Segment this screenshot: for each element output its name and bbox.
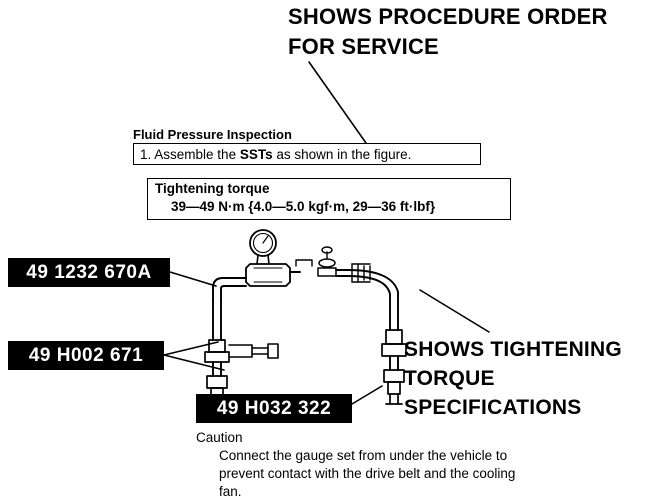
tightening-torque-label: Tightening torque — [155, 181, 270, 196]
section-title-fluid-pressure-inspection: Fluid Pressure Inspection — [133, 127, 292, 142]
caution-text: Connect the gauge set from under the vehicle to prevent contact with the drive belt and the cooling fan. — [219, 448, 516, 499]
tightening-torque-value: 39—49 N·m {4.0—5.0 kgf·m, 29—36 ft·lbf} — [171, 199, 436, 214]
procedure-step-text — [140, 147, 411, 162]
sst-tag-49-h002-671: 49 H002 671 — [8, 341, 164, 370]
callout-tightening-torque: SHOWS TIGHTENING TORQUE SPECIFICATIONS — [404, 338, 622, 419]
sst-tag-49-h032-322: 49 H032 322 — [196, 394, 352, 423]
sst-tag-49-1232-670a: 49 1232 670A — [8, 258, 170, 287]
step-text-pre: Assemble the — [154, 147, 240, 162]
step-number: 1. — [140, 147, 152, 162]
caution-label: Caution — [196, 430, 243, 445]
callout-procedure-order: SHOWS PROCEDURE ORDER FOR SERVICE — [288, 4, 608, 59]
step-text-post: as shown in the figure. — [272, 147, 412, 162]
step-text-sst: SSTs — [239, 147, 273, 162]
